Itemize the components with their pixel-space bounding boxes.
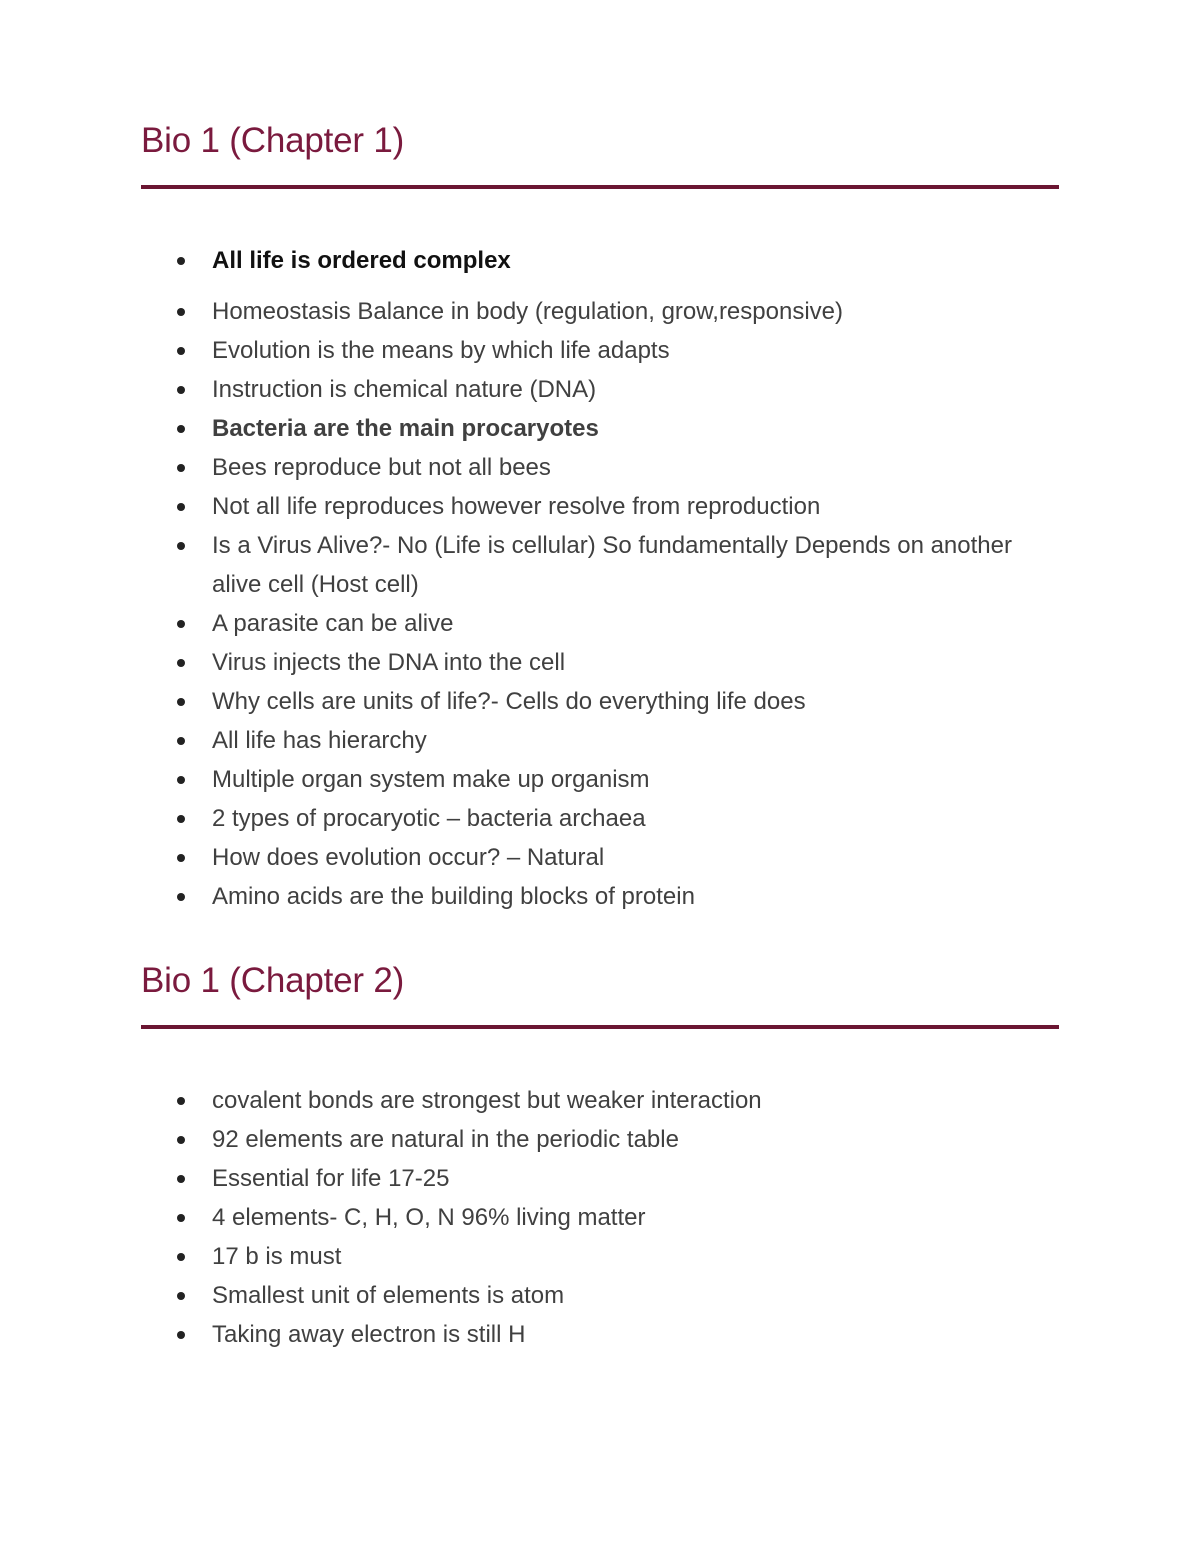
list-item-text: covalent bonds are strongest but weaker interaction bbox=[212, 1087, 762, 1114]
bullet-icon bbox=[177, 854, 185, 862]
list-item bbox=[141, 487, 1059, 526]
list-item-text: Not all life reproduces however resolve from reproduction bbox=[212, 493, 821, 520]
list-item bbox=[141, 721, 1059, 760]
chapter-2-divider bbox=[141, 1025, 1059, 1029]
list-item-text: 92 elements are natural in the periodic table bbox=[212, 1126, 679, 1153]
bullet-icon bbox=[177, 386, 185, 394]
bullet-icon bbox=[177, 1292, 185, 1300]
list-item-text: A parasite can be alive bbox=[212, 610, 454, 637]
list-item-text: Is a Virus Alive?- No (Life is cellular) So fundamentally Depends on another alive cell (Host cell) bbox=[212, 532, 1012, 598]
bullet-icon bbox=[177, 308, 185, 316]
bullet-icon bbox=[177, 893, 185, 901]
chapter-1-divider bbox=[141, 185, 1059, 189]
list-item bbox=[141, 1198, 1059, 1237]
list-item bbox=[141, 838, 1059, 877]
bullet-icon bbox=[177, 464, 185, 472]
list-item bbox=[141, 760, 1059, 799]
chapter-2-section bbox=[141, 961, 1059, 1354]
list-item-text: Virus injects the DNA into the cell bbox=[212, 649, 566, 676]
list-item-text: Bacteria are the main procaryotes bbox=[212, 415, 599, 442]
chapter-1-heading: Bio 1 (Chapter 1) bbox=[141, 121, 405, 160]
list-item-text: Homeostasis Balance in body (regulation, grow,responsive) bbox=[212, 298, 843, 325]
list-item-text: 2 types of procaryotic – bacteria archaea bbox=[212, 805, 646, 832]
bullet-icon bbox=[177, 1175, 185, 1183]
chapter-1-list bbox=[141, 241, 1059, 916]
bullet-icon bbox=[177, 1331, 185, 1339]
bullet-icon bbox=[177, 737, 185, 745]
list-item-text: 17 b is must bbox=[212, 1243, 342, 1270]
bullet-icon bbox=[177, 1253, 185, 1261]
list-item bbox=[141, 241, 1059, 280]
bullet-icon bbox=[177, 1136, 185, 1144]
list-item bbox=[141, 370, 1059, 409]
list-item-text: Instruction is chemical nature (DNA) bbox=[212, 376, 597, 403]
list-item bbox=[141, 1276, 1059, 1315]
bullet-icon bbox=[177, 1097, 185, 1105]
list-item bbox=[141, 1120, 1059, 1159]
chapter-1-section bbox=[141, 121, 1059, 916]
list-item bbox=[141, 1159, 1059, 1198]
list-item-text: 4 elements- C, H, O, N 96% living matter bbox=[212, 1204, 646, 1231]
list-item-text: All life is ordered complex bbox=[212, 247, 511, 274]
list-item bbox=[141, 1315, 1059, 1354]
list-item bbox=[141, 526, 1059, 604]
list-item-text: Multiple organ system make up organism bbox=[212, 766, 650, 793]
chapter-2-list bbox=[141, 1081, 1059, 1354]
list-item bbox=[141, 1237, 1059, 1276]
list-item bbox=[141, 331, 1059, 370]
bullet-icon bbox=[177, 347, 185, 355]
list-item-text: Essential for life 17-25 bbox=[212, 1165, 450, 1192]
bullet-icon bbox=[177, 776, 185, 784]
bullet-icon bbox=[177, 503, 185, 511]
list-item-text: Amino acids are the building blocks of protein bbox=[212, 883, 695, 910]
bullet-icon bbox=[177, 257, 185, 265]
list-item bbox=[141, 604, 1059, 643]
list-item bbox=[141, 877, 1059, 916]
bullet-icon bbox=[177, 425, 185, 433]
chapter-2-heading: Bio 1 (Chapter 2) bbox=[141, 961, 405, 1000]
bullet-icon bbox=[177, 698, 185, 706]
bullet-icon bbox=[177, 620, 185, 628]
list-item-text: Smallest unit of elements is atom bbox=[212, 1282, 565, 1309]
list-item bbox=[141, 448, 1059, 487]
list-item-text: Taking away electron is still H bbox=[212, 1321, 526, 1348]
bullet-icon bbox=[177, 815, 185, 823]
list-item bbox=[141, 799, 1059, 838]
bullet-icon bbox=[177, 542, 185, 550]
list-item bbox=[141, 1081, 1059, 1120]
list-item-text: Evolution is the means by which life adapts bbox=[212, 337, 670, 364]
list-item-text: Bees reproduce but not all bees bbox=[212, 454, 551, 481]
list-item bbox=[141, 643, 1059, 682]
list-item-text: Why cells are units of life?- Cells do everything life does bbox=[212, 688, 806, 715]
bullet-icon bbox=[177, 1214, 185, 1222]
list-item bbox=[141, 682, 1059, 721]
list-item-text: How does evolution occur? – Natural bbox=[212, 844, 605, 871]
list-item-text: All life has hierarchy bbox=[212, 727, 427, 754]
bullet-icon bbox=[177, 659, 185, 667]
list-item bbox=[141, 292, 1059, 331]
list-item bbox=[141, 409, 1059, 448]
